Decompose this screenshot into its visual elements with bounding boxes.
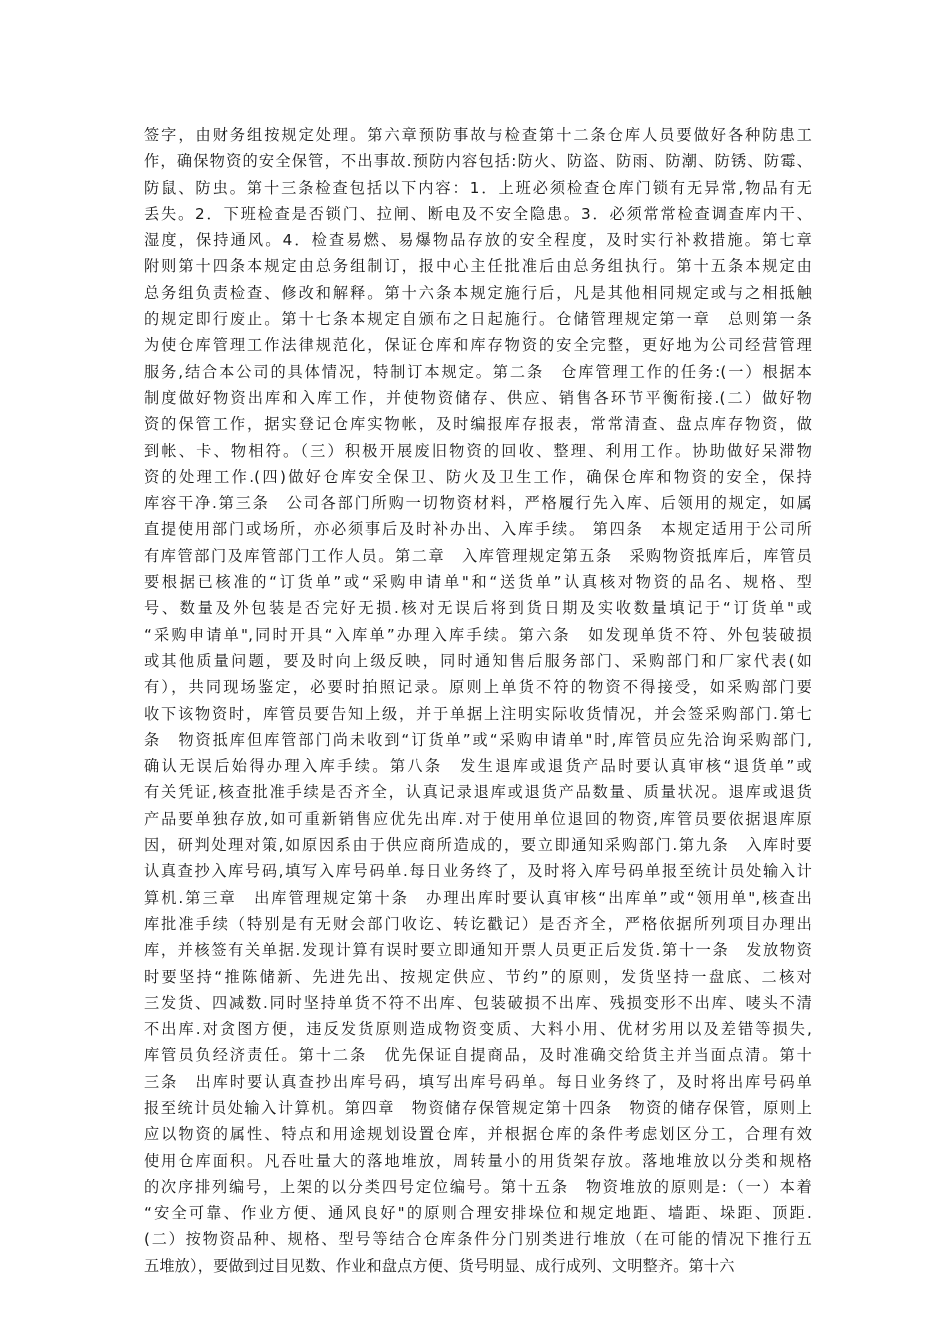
text-line: 为使仓库管理工作法律规范化，保证仓库和库存物资的安全完整，更好地为公司经营管理 — [144, 336, 812, 355]
text-line: “采购申请单",同时开具“入库单”办理入库手续。第六条 如发现单货不符、外包装破损 — [144, 625, 812, 644]
text-line: 算机.第三章 出库管理规定第十条 办理出库时要认真审核“出库单”或“领用单",核查出 — [144, 888, 812, 907]
text-line: 到帐、卡、物相符。（三）积极开展废旧物资的回收、整理、利用工作。协助做好呆滞物 — [144, 441, 812, 460]
text-line: 产品要单独存放,如可重新销售应优先出库.对于使用单位退回的物资,库管员要依据退库原 — [144, 809, 812, 828]
text-line: 服务,结合本公司的具体情况，特制订本规定。第二条 仓库管理工作的任务:(一）根据本 — [144, 362, 812, 381]
text-line: 应以物资的属性、特点和用途规划设置仓库，并根据仓库的条件考虑划区分工，合理有效 — [144, 1125, 812, 1144]
text-line: 作，确保物资的安全保管，不出事故.预防内容包括:防火、防盗、防雨、防潮、防锈、防霉、 — [144, 152, 812, 171]
text-line: 制度做好物资出库和入库工作，并使物资储存、供应、销售各环节平衡衔接.(二）做好物 — [144, 388, 812, 407]
text-line: 资的处理工作.(四)做好仓库安全保卫、防火及卫生工作，确保仓库和物资的安全，保持 — [144, 467, 812, 486]
text-line: 有），共同现场鉴定，必要时拍照记录。原则上单货不符的物资不得接受，如采购部门要 — [144, 678, 812, 697]
text-line: 的规定即行废止。第十七条本规定自颁布之日起施行。仓储管理规定第一章 总则第一条 — [144, 310, 812, 329]
text-line: 附则第十四条本规定由总务组制订，报中心主任批准后由总务组执行。第十五条本规定由 — [144, 257, 812, 276]
text-line: 认真查抄入库号码,填写入库号码单.每日业务终了，及时将入库号码单报至统计员处输入计 — [144, 862, 812, 881]
text-line: 报至统计员处输入计算机。第四章 物资储存保管规定第十四条 物资的储存保管，原则上 — [144, 1098, 812, 1117]
text-line: “安全可靠、作业方便、通风良好"的原则合理安排垛位和规定地距、墙距、垛距、顶距. — [144, 1204, 812, 1223]
text-line: 收下该物资时，库管员要告知上级，并于单据上注明实际收货情况，并会签采购部门.第七 — [144, 704, 812, 723]
text-line: 五堆放），要做到过目见数、作业和盘点方便、货号明显、成行成列、文明整齐。第十六 — [144, 1256, 735, 1275]
text-line: 有库管部门及库管部门工作人员。第二章 入库管理规定第五条 采购物资抵库后，库管员 — [144, 546, 812, 565]
text-line: (二）按物资品种、规格、型号等结合仓库条件分门别类进行堆放（在可能的情况下推行五 — [144, 1230, 812, 1249]
text-line: 有关凭证,核查批准手续是否齐全，认真记录退库或退货产品数量、质量状况。退库或退货 — [144, 783, 812, 802]
text-line: 湿度，保持通风。4．检查易燃、易爆物品存放的安全程度，及时实行补救措施。第七章 — [144, 231, 812, 250]
text-line: 防鼠、防虫。第十三条检查包括以下内容：1．上班必须检查仓库门锁有无异常,物品有无 — [144, 178, 812, 197]
text-line: 条 物资抵库但库管部门尚未收到“订货单”或“采购申请单"时,库管员应先洽询采购部门, — [144, 730, 812, 749]
text-line: 资的保管工作，据实登记仓库实物帐，及时编报库存报表，常常清查、盘点库存物资，做 — [144, 415, 812, 434]
text-line: 的次序排列编号，上架的以分类四号定位编号。第十五条 物资堆放的原则是:（一）本着 — [144, 1177, 812, 1196]
text-line: 或其他质量问题，要及时向上级反映，同时通知售后服务部门、采购部门和厂家代表(如 — [144, 651, 812, 670]
body-text — [144, 122, 812, 1279]
text-line: 库容干净.第三条 公司各部门所购一切物资材料，严格履行先入库、后领用的规定，如属 — [144, 494, 812, 513]
text-line: 三条 出库时要认真查抄出库号码，填写出库号码单。每日业务终了，及时将出库号码单 — [144, 1072, 812, 1091]
text-line: 库批准手续（特别是有无财会部门收讫、转讫戳记）是否齐全，严格依据所列项目办理出 — [144, 914, 812, 933]
text-line: 不出库.对贪图方便，违反发货原则造成物资变质、大料小用、优材劣用以及差错等损失, — [144, 1020, 812, 1039]
text-line: 号、数量及外包装是否完好无损.核对无误后将到货日期及实收数量填记于“订货单"或 — [144, 599, 812, 618]
text-line: 因，研判处理对策,如原因系由于供应商所造成的，要立即通知采购部门.第九条 入库时要 — [144, 836, 812, 855]
text-line: 丢失。2．下班检查是否锁门、拉闸、断电及不安全隐患。3．必须常常检查调查库内干、 — [144, 204, 812, 223]
text-line: 库，并核签有关单据.发现计算有误时要立即通知开票人员更正后发货.第十一条 发放物资 — [144, 941, 812, 960]
text-line: 确认无误后始得办理入库手续。第八条 发生退库或退货产品时要认真审核“退货单”或 — [144, 757, 812, 776]
text-line: 使用仓库面积。凡吞吐量大的落地堆放，周转量小的用货架存放。落地堆放以分类和规格 — [144, 1151, 812, 1170]
text-line: 直提使用部门或场所，亦必须事后及时补办出、入库手续。 第四条 本规定适用于公司所 — [144, 520, 812, 539]
text-line: 要根据已核准的“订货单”或“采购申请单"和“送货单”认真核对物资的品名、规格、型 — [144, 573, 812, 592]
text-line: 三发货、四减数.同时坚持单货不符不出库、包装破损不出库、残损变形不出库、唛头不清 — [144, 993, 812, 1012]
text-line: 时要坚持“推陈储新、先进先出、按规定供应、节约”的原则，发货坚持一盘底、二核对 — [144, 967, 812, 986]
text-line: 库管员负经济责任。第十二条 优先保证自提商品，及时准确交给货主并当面点清。第十 — [144, 1046, 812, 1065]
text-line: 总务组负责检查、修改和解释。第十六条本规定施行后，凡是其他相同规定或与之相抵触 — [144, 283, 812, 302]
text-line: 签字，由财务组按规定处理。第六章预防事故与检查第十二条仓库人员要做好各种防患工 — [144, 126, 812, 144]
